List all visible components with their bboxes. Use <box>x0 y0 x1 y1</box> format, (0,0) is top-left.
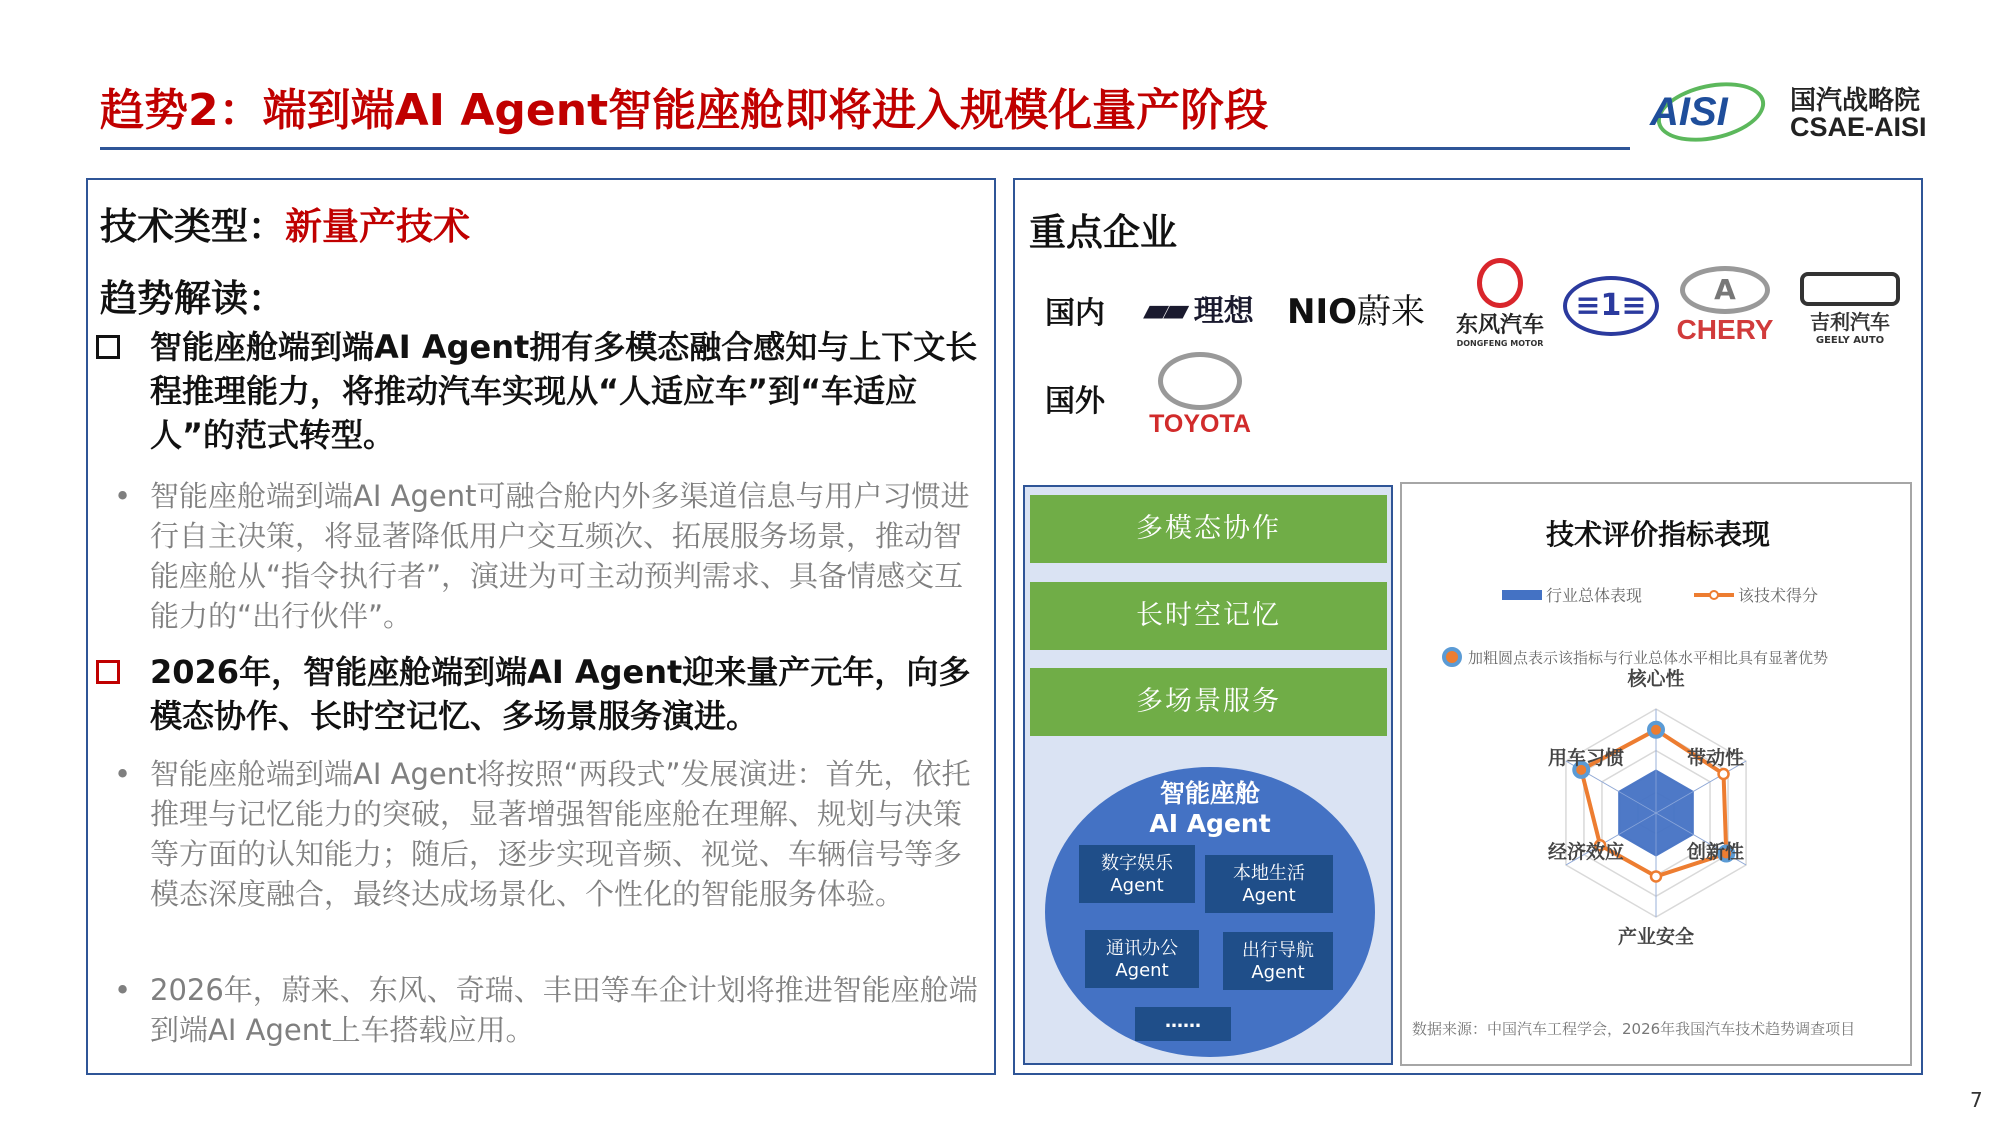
agent-name: 通讯办公 <box>1106 938 1178 959</box>
score-point-highlighted <box>1649 723 1663 737</box>
more-agents: …… <box>1135 1007 1231 1041</box>
detail-2 <box>114 754 990 914</box>
key-point-2-text: 2026年，智能座舱端到端AI Agent迎来量产元年，向多模态协作、长时空记忆、多场景服务演进。 <box>150 653 971 735</box>
legend-industry: 行业总体表现 <box>1546 586 1643 605</box>
core-title: 智能座舱 <box>1159 779 1260 808</box>
logo-org-cn: 国汽战略院 <box>1790 86 1921 116</box>
chart-note: 加粗圆点表示该指标与行业总体水平相比具有显著优势 <box>1468 649 1829 667</box>
agent-sub: Agent <box>1242 885 1296 906</box>
page-number: 7 <box>1970 1088 1983 1112</box>
agent-architecture-diagram <box>1023 485 1393 1065</box>
toyota-text: TOYOTA <box>1149 410 1251 438</box>
agent-name: 本地生活 <box>1233 863 1305 884</box>
toyota-logo <box>1140 352 1260 439</box>
tech-type <box>100 196 470 250</box>
legend-marker <box>1710 591 1718 599</box>
detail-1-text: 智能座舱端到端AI Agent可融合舱内外多渠道信息与用户习惯进行自主决策，将显著降低用户交互频次、拓展服务场景，推动智能座舱从“指令执行者”，演进为可主动预判需求、具备情感交互能力的“出行伙伴”。 <box>150 479 970 633</box>
geely-emblem-icon <box>1800 272 1900 306</box>
square-bullet-icon <box>96 335 120 359</box>
agent-sub: Agent <box>1110 875 1164 896</box>
agent-box <box>1223 932 1333 990</box>
nio-en: NIO <box>1287 292 1358 332</box>
dongfeng-cn: 东风汽车 <box>1455 313 1544 338</box>
agent-name: 数字娱乐 <box>1101 853 1173 874</box>
key-companies-heading: 重点企业 <box>1029 211 1177 254</box>
detail-3 <box>114 970 990 1050</box>
dongfeng-emblem-icon <box>1477 258 1523 308</box>
chery-logo <box>1670 266 1780 346</box>
key-point-1-text: 智能座舱端到端AI Agent拥有多模态融合感知与上下文长程推理能力，将推动汽车实现从“人适应车”到“车适应人”的范式转型。 <box>150 328 978 454</box>
core-subtitle: AI Agent <box>1149 809 1271 838</box>
detail-2-text: 智能座舱端到端AI Agent将按照“两段式”发展演进：首先，依托推理与记忆能力的突破，显著增强智能座舱在理解、规划与决策等方面的认知能力；随后，逐步实现音频、视觉、车辆信号等多模态深度融合，最终达成场景化、个性化的智能服务体验。 <box>150 757 971 911</box>
dongfeng-en: DONGFENG MOTOR <box>1456 339 1544 348</box>
geely-cn: 吉利汽车 <box>1810 310 1890 334</box>
legend-swatch-industry <box>1502 590 1542 600</box>
axis-label: 经济效应 <box>1547 841 1624 863</box>
agent-sub: Agent <box>1115 960 1169 981</box>
nio-cn: 蔚来 <box>1357 292 1426 332</box>
score-point <box>1719 769 1729 779</box>
dongfeng-logo <box>1445 258 1555 348</box>
interp-heading: 趋势解读： <box>100 277 285 320</box>
capability-bar: 长时空记忆 <box>1030 582 1387 650</box>
agent-name: 出行导航 <box>1242 940 1314 961</box>
agent-box <box>1205 855 1333 913</box>
geely-logo <box>1795 272 1905 346</box>
key-point-2 <box>150 650 990 738</box>
capability-bar: 多模态协作 <box>1030 495 1387 563</box>
bullet-icon: • <box>114 479 132 513</box>
radar-chart <box>1402 484 1914 1068</box>
bullet-icon: • <box>114 757 132 791</box>
title-divider <box>100 147 1630 150</box>
foreign-label: 国外 <box>1045 384 1105 419</box>
trend-interpretation-panel <box>86 178 996 1075</box>
chery-emblem-icon: A <box>1680 266 1770 314</box>
legend-score: 该技术得分 <box>1738 586 1819 605</box>
chart-title: 技术评价指标表现 <box>1545 518 1771 551</box>
capability-bar: 多场景服务 <box>1030 668 1387 736</box>
score-point <box>1651 871 1661 881</box>
page-title: 趋势2：端到端AI Agent智能座舱即将进入规模化量产阶段 <box>100 85 1269 136</box>
highlight-legend-dot-icon <box>1444 649 1460 665</box>
axis-label: 创新性 <box>1687 841 1745 863</box>
agent-box <box>1079 845 1195 903</box>
axis-label: 带动性 <box>1687 747 1745 769</box>
axis-label: 产业安全 <box>1617 926 1695 948</box>
bullet-icon: • <box>114 973 132 1007</box>
axis-label: 用车习惯 <box>1547 747 1624 769</box>
axis-label: 核心性 <box>1627 668 1685 690</box>
chart-source: 数据来源：中国汽车工程学会，2026年我国汽车技术趋势调查项目 <box>1412 1020 1856 1038</box>
agent-sub: Agent <box>1251 962 1305 983</box>
lixiang-logo: ▰▰ 理想 <box>1143 290 1254 330</box>
chery-text: CHERY <box>1676 314 1774 345</box>
detail-3-text: 2026年，蔚来、东风、奇瑞、丰田等车企计划将推进智能座舱端到端AI Agent上车搭载应用。 <box>150 973 978 1047</box>
toyota-emblem-icon <box>1158 352 1242 410</box>
domestic-label: 国内 <box>1045 296 1105 331</box>
lixiang-text: 理想 <box>1193 294 1254 329</box>
tech-type-value: 新量产技术 <box>285 205 470 248</box>
tech-type-label: 技术类型： <box>100 205 285 248</box>
geely-en: GEELY AUTO <box>1815 335 1885 346</box>
faw-logo-icon: ≡1≡ <box>1563 276 1659 336</box>
key-point-1 <box>150 325 990 457</box>
square-bullet-icon <box>96 660 120 684</box>
cabin-agent-ellipse <box>1045 767 1375 1057</box>
detail-1 <box>114 476 990 636</box>
org-logo <box>1650 78 1980 146</box>
logo-org-en: CSAE-AISI <box>1790 112 1927 142</box>
radar-chart-box <box>1400 482 1912 1066</box>
logo-mark: AISI <box>1650 90 1728 134</box>
nio-logo <box>1287 284 1425 333</box>
agent-box <box>1085 930 1199 988</box>
